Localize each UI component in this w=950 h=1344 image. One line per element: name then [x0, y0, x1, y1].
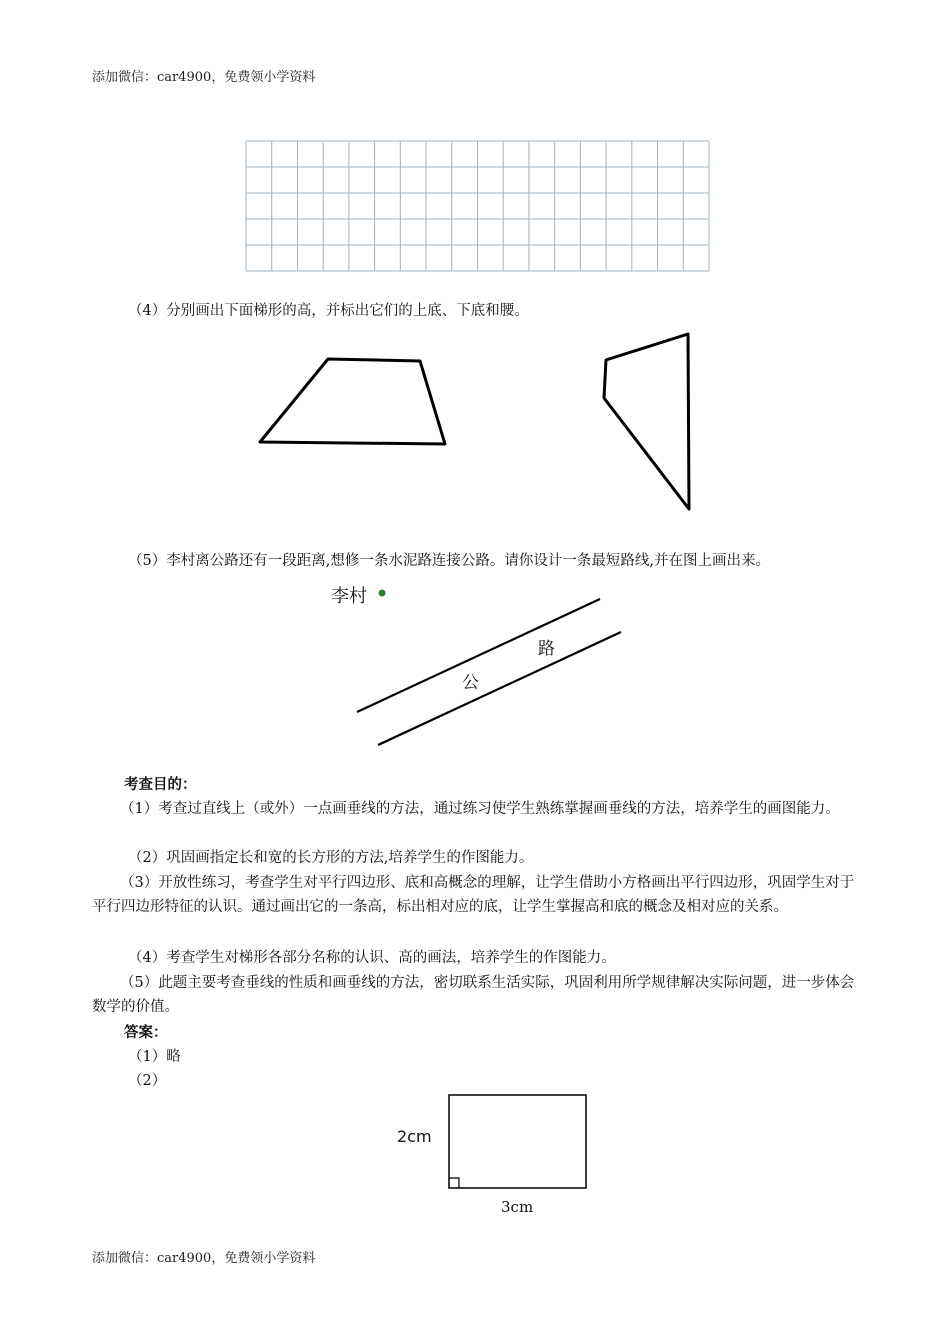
purpose-p4: （4）考查学生对梯形各部分名称的认识、高的画法，培养学生的作图能力。 — [128, 950, 616, 966]
page-footer: 添加微信：car4900，免费领小学资料 — [92, 1251, 316, 1266]
answer-2: （2） — [128, 1073, 167, 1089]
right-angle-mark — [449, 1178, 459, 1188]
answer-rectangle — [449, 1095, 586, 1188]
answer-heading: 答案： — [124, 1024, 168, 1041]
answer-1: （1）略 — [128, 1049, 181, 1065]
purpose-p3: （3）开放性练习，考查学生对平行四边形、底和高概念的理解，让学生借助小方格画出平行四边形，巩固学生对于平行四边形特征的认识。通过画出它的一条高，标出相对应的底，让学生掌握高和底的概念及相对应的关系。 — [92, 875, 855, 915]
question-5: （5）李村离公路还有一段距离,想修一条水泥路连接公路。请你设计一条最短路线,并在图上画出来。 — [128, 553, 770, 569]
question-4: （4）分别画出下面梯形的高，并标出它们的上底、下底和腰。 — [128, 303, 529, 319]
width-label: 2cm — [397, 1127, 432, 1146]
purpose-heading: 考查目的： — [124, 776, 197, 793]
purpose-p5: （5）此题主要考查垂线的性质和画垂线的方法，密切联系生活实际，巩固利用所学规律解决实际问题，进一步体会数学的价值。 — [92, 975, 855, 1015]
purpose-p2: （2）巩固画指定长和宽的长方形的方法,培养学生的作图能力。 — [128, 850, 534, 866]
length-label: 3cm — [501, 1198, 534, 1216]
road-char-gong: 公 — [462, 673, 479, 693]
road-char-lu: 路 — [538, 639, 555, 659]
village-label: 李村 — [331, 586, 367, 607]
page-header: 添加微信：car4900，免费领小学资料 — [92, 70, 316, 85]
purpose-p1: （1）考查过直线上（或外）一点画垂线的方法，通过练习使学生熟练掌握画垂线的方法，培养学生的画图能力。 — [120, 801, 840, 817]
